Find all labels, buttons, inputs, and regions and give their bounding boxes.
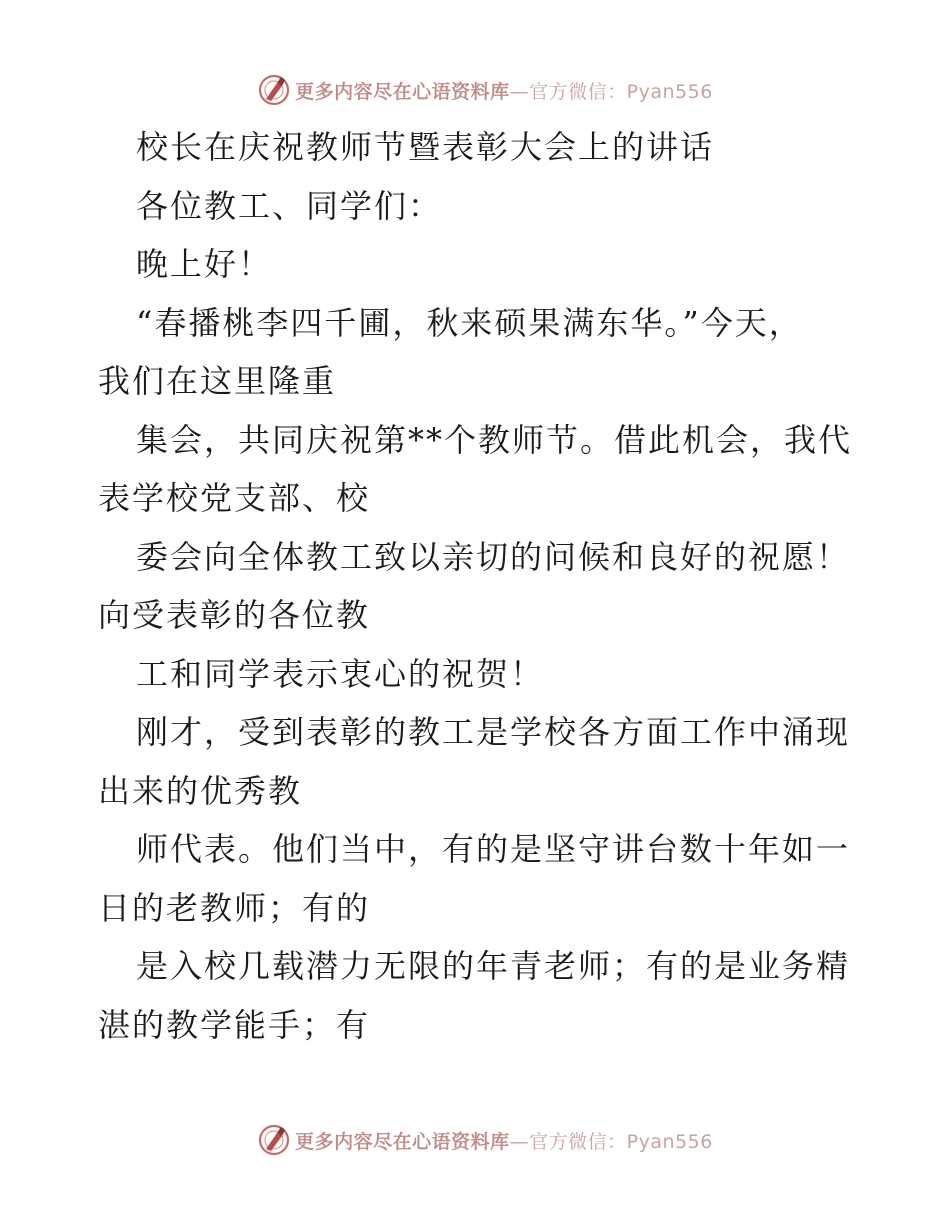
salutation: 各位教工、同学们：: [136, 186, 443, 225]
paragraph-line: 刚才，受到表彰的教工是学校各方面工作中涌现: [136, 713, 851, 751]
document-body: [98, 118, 858, 1054]
paragraph-line: “春播桃李四千圃，秋来硕果满东华。”今天，: [136, 303, 803, 342]
document-title: 校长在庆祝教师节暨表彰大会上的讲话: [136, 128, 715, 166]
paragraph-line: 集会，共同庆祝第**个教师节。借此机会，我代: [136, 420, 853, 459]
paragraph-line: 委会向全体教工致以亲切的问候和良好的祝愿！: [136, 537, 851, 576]
paragraph-line: 出来的优秀教: [98, 771, 303, 810]
paragraph-line: 我们在这里隆重: [98, 362, 337, 400]
header-banner-content: [257, 73, 713, 107]
header-banner: [0, 70, 950, 110]
paragraph-line: 湛的教学能手；有: [98, 1005, 371, 1044]
footer-banner: [0, 1120, 950, 1160]
footer-banner-title: 更多内容尽在心语资料库: [295, 1130, 510, 1153]
pen-nib-logo-icon: [257, 73, 291, 107]
paragraph-line: 师代表。他们当中，有的是坚守讲台数十年如一: [136, 830, 851, 868]
footer-banner-content: [257, 1123, 713, 1157]
paragraph-line: 是入校几载潜力无限的年青老师；有的是业务精: [136, 947, 851, 985]
paragraph-line: 表学校党支部、校: [98, 479, 371, 517]
paragraph-line: 工和同学表示衷心的祝贺！: [136, 654, 545, 693]
header-banner-title: 更多内容尽在心语资料库: [295, 80, 510, 103]
greeting: 晚上好！: [136, 245, 273, 283]
footer-banner-wechat: —官方微信：Pyan556: [509, 1130, 713, 1153]
paragraph-line: 日的老教师；有的: [98, 888, 371, 927]
paragraph-line: 向受表彰的各位教: [98, 596, 371, 634]
pen-nib-logo-icon: [257, 1123, 291, 1157]
header-banner-wechat: —官方微信：Pyan556: [509, 80, 713, 103]
